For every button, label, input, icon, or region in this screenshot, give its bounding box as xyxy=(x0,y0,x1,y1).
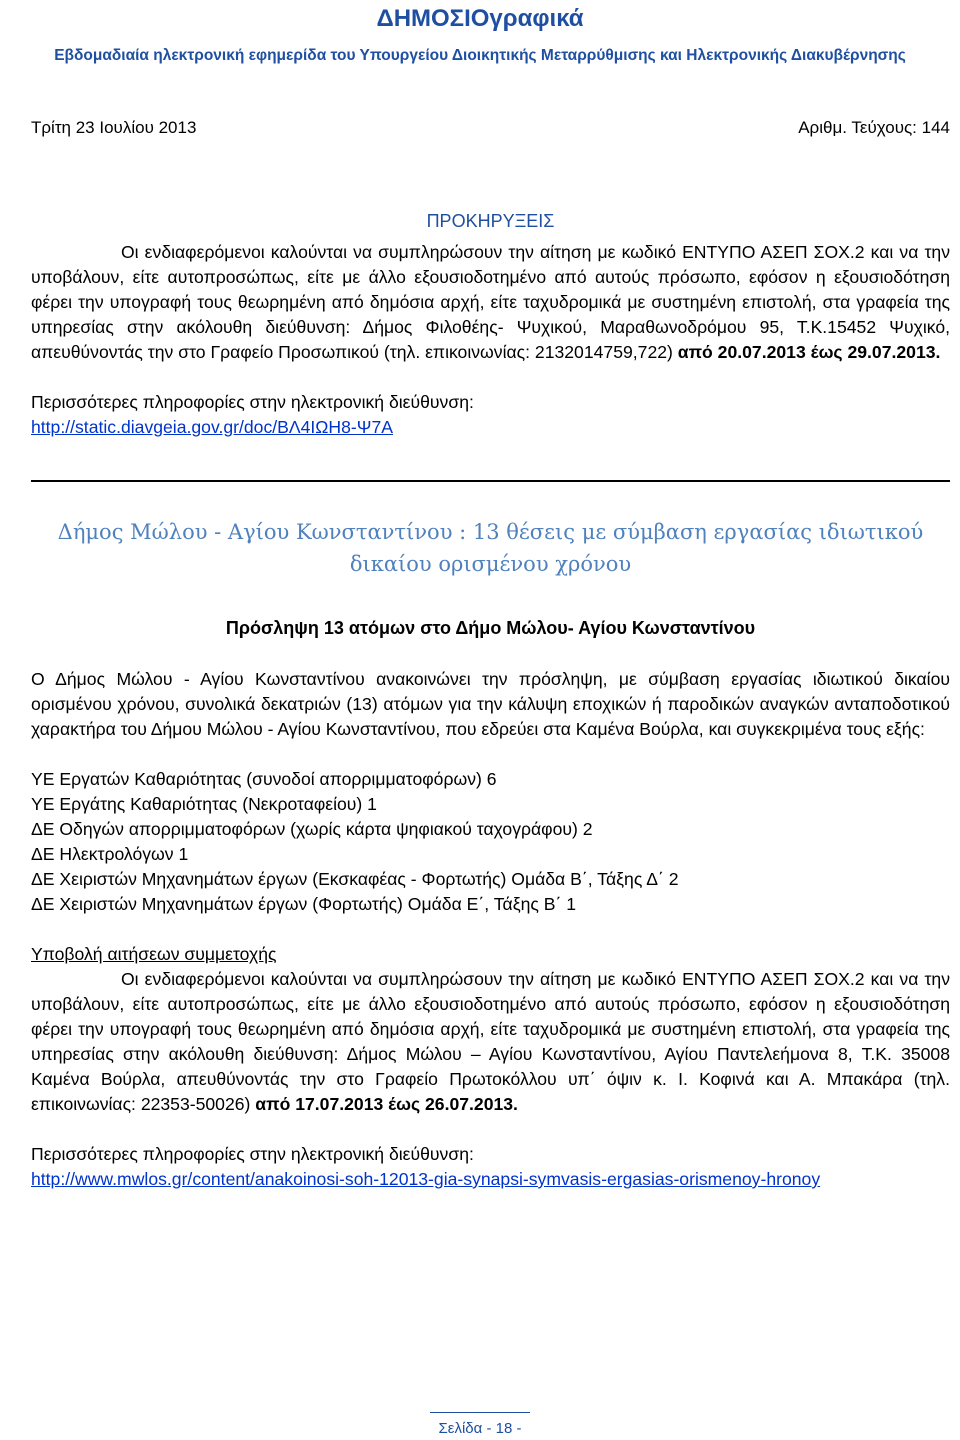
article-link[interactable]: http://www.mwlos.gr/content/anakoinosi-soh-12013-gia-synapsi-symvasis-ergasias-orismenoy-hronoy xyxy=(31,1169,821,1189)
more-info-label: Περισσότερες πληροφορίες στην ηλεκτρονική διεύθυνση: xyxy=(31,392,474,412)
announcement-text: Οι ενδιαφερόμενοι καλούνται να συμπληρώσουν την αίτηση με κωδικό ΕΝΤΥΠΟ ΑΣΕΠ ΣΟΧ.2 και να την υποβάλουν, είτε αυτοπροσώπως, είτε με άλλο εξουσιοδοτημένο από αυτούς πρόσωπο, εφόσον η εξουσιοδότηση φέρει την υπογραφή τους θεωρημένη από δημόσια αρχή, είτε ταχυδρομικά με συστημένη επιστολή, στα γραφεία της υπηρεσίας στην ακόλουθη διεύθυνση: Δήμος Φιλοθέης- Ψυχικού, Μαραθωνοδρόμου 95, Τ.Κ.15452 Ψυχικό, απευθύνοντάς την στο Γραφείο Προσωπικού (τηλ. επικοινωνίας: 2132014759,722) xyxy=(31,242,950,362)
section-heading: ΠΡΟΚΗΡΥΞΕΙΣ xyxy=(426,211,555,231)
masthead xyxy=(0,4,960,66)
article-intro: Ο Δήμος Μώλου - Αγίου Κωνσταντίνου ανακοινώνει την πρόσληψη, με σύμβαση εργασίας ιδιωτικού δικαίου ορισμένου χρόνου, συνολικά δεκατριών (13) ατόμων για την κάλυψη εποχικών ή παροδικών αναγκών ανταποδοτικού χαρακτήρα του Δήμου Μώλου - Αγίου Κωνσταντίνου, που εδρεύει στα Καμένα Βούρλα, και συγκεκριμένα τους εξής: xyxy=(31,669,950,739)
list-item: ΔΕ Χειριστών Μηχανημάτων έργων (Εκσκαφέας - Φορτωτής) Ομάδα Β΄, Τάξης Δ΄ 2 xyxy=(31,869,679,889)
submission-dates: από 17.07.2013 έως 26.07.2013. xyxy=(255,1094,518,1114)
more-info-label: Περισσότερες πληροφορίες στην ηλεκτρονική διεύθυνση: xyxy=(31,1144,474,1164)
article-subtitle: Πρόσληψη 13 ατόμων στο Δήμο Μώλου- Αγίου Κωνσταντίνου xyxy=(225,618,756,638)
submission-paragraph xyxy=(31,967,950,1117)
announcement-dates: από 20.07.2013 έως 29.07.2013. xyxy=(677,342,941,362)
submission-heading: Υποβολή αιτήσεων συμμετοχής xyxy=(31,944,277,964)
footer-divider xyxy=(430,1412,530,1413)
list-item: ΥΕ Εργάτης Καθαριότητας (Νεκροταφείου) 1 xyxy=(31,794,377,814)
issue-number: Αριθμ. Τεύχους: 144 xyxy=(798,118,950,137)
list-item: ΔΕ Χειριστών Μηχανημάτων έργων (Φορτωτής) Ομάδα Ε΄, Τάξης Β΄ 1 xyxy=(31,894,576,914)
page-content xyxy=(31,209,950,1192)
announcement-paragraph xyxy=(31,240,950,365)
positions-list xyxy=(31,767,950,917)
list-item: ΔΕ Ηλεκτρολόγων 1 xyxy=(31,844,189,864)
submission-text: Οι ενδιαφερόμενοι καλούνται να συμπληρώσουν την αίτηση με κωδικό ΕΝΤΥΠΟ ΑΣΕΠ ΣΟΧ.2 και να την υποβάλουν, είτε αυτοπροσώπως, είτε με άλλο εξουσιοδοτημένο από αυτούς πρόσωπο, εφόσον η εξουσιοδότηση φέρει την υπογραφή τους θεωρημένη από δημόσια αρχή, είτε ταχυδρομικά με συστημένη επιστολή, στα γραφεία της υπηρεσίας στην ακόλουθη διεύθυνση: Δήμος Μώλου – Αγίου Κωνσταντίνου, Αγίου Παντελεήμονα 8, Τ.Κ. 35008 Καμένα Βούρλα, απευθύνοντάς την στο Γραφείο Πρωτοκόλλου υπ΄ όψιν κ. Ι. Κοφινά και Α. Μπακάρα (τηλ. επικοινωνίας: 22353-50026) xyxy=(31,969,950,1114)
section-divider xyxy=(31,480,950,482)
list-item: ΥΕ Εργατών Καθαριότητας (συνοδοί απορριμματοφόρων) 6 xyxy=(31,769,497,789)
issue-date: Τρίτη 23 Ιουλίου 2013 xyxy=(31,118,197,137)
page-number: Σελίδα - 18 - xyxy=(438,1420,522,1437)
newspaper-title: ΔΗΜΟΣΙΟγραφικά xyxy=(376,5,584,32)
newspaper-subtitle: Εβδομαδιαία ηλεκτρονική εφημερίδα του Υπουργείου Διοικητικής Μεταρρύθμισης και Ηλεκτρονικής Διακυβέρνησης xyxy=(54,47,906,64)
announcement-link[interactable]: http://static.diavgeia.gov.gr/doc/ΒΛ4ΙΩΗ8-Ψ7Α xyxy=(31,417,394,437)
article-title: Δήμος Μώλου - Αγίου Κωνσταντίνου : 13 θέσεις με σύμβαση εργασίας ιδιωτικού δικαίου ορισμένου χρόνου xyxy=(57,520,924,576)
list-item: ΔΕ Οδηγών απορριμματοφόρων (χωρίς κάρτα ψηφιακού ταχογράφου) 2 xyxy=(31,819,593,839)
